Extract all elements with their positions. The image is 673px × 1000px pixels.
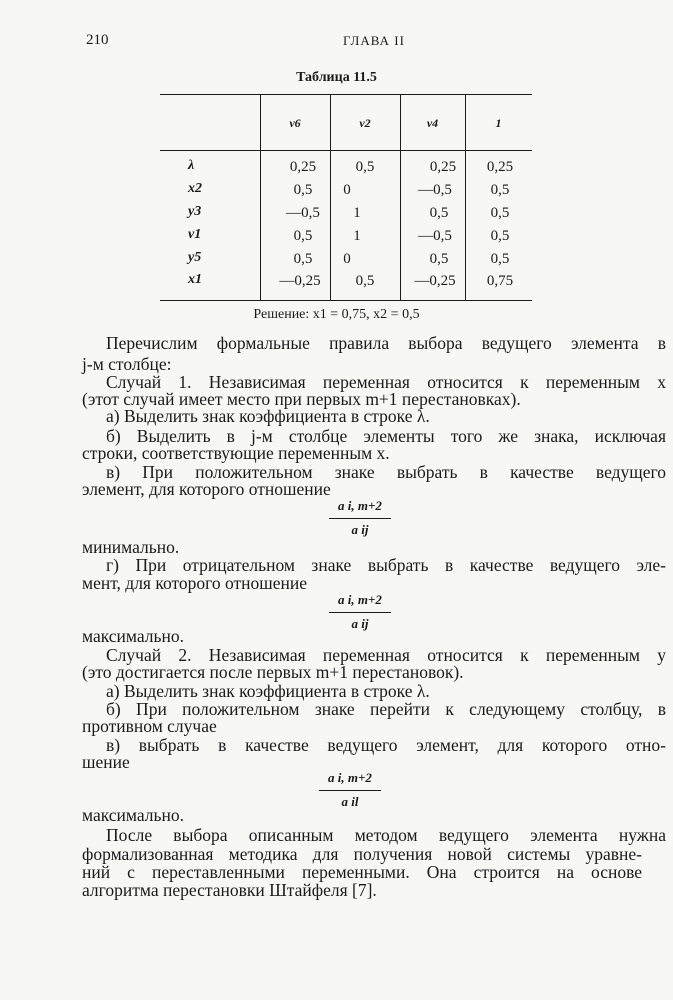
text-line: максимально.	[82, 626, 185, 646]
text-line: г) При отрицательном знаке выбрать в качестве ведущего эле-	[106, 555, 666, 575]
table-header-cell: 1	[495, 116, 502, 130]
table-cell: 0,75	[486, 273, 514, 289]
fraction-denominator: a ij	[351, 616, 369, 631]
table-row-label: ν1	[188, 227, 202, 242]
table-cell: 0	[343, 182, 351, 198]
text-line: (этот случай имеет место при первых m+1 перестановках).	[82, 389, 521, 409]
fraction-numerator: a i, m+2	[328, 770, 372, 785]
fraction-bar	[329, 518, 391, 519]
table-cell: —0,25	[279, 273, 321, 289]
text-line: в) выбрать в качестве ведущего элемент, для которого отно-	[106, 735, 666, 755]
table-cell: 0,5	[355, 273, 375, 289]
table-cell: 1	[353, 228, 361, 244]
text-line: (это достигается после первых m+1 перестановок).	[82, 662, 464, 682]
table-bottom-rule	[160, 300, 532, 301]
fraction-bar	[319, 790, 381, 791]
text-line: Случай 2. Независимая переменная относится к переменным y	[106, 645, 666, 665]
text-line: ний с переставленными переменными. Она строится на основе	[82, 862, 642, 882]
table-cell: 0,5	[429, 251, 449, 267]
text-line: формализованная методика для получения новой системы уравне-	[82, 844, 642, 864]
page-number: 210	[86, 32, 109, 48]
text-line: б) Выделить в j-м столбце элементы того же знака, исключая	[106, 426, 666, 446]
fraction	[270, 770, 430, 810]
text-line: в) При положительном знаке выбрать в качестве ведущего	[106, 462, 666, 482]
text-line: шение	[82, 752, 130, 772]
fraction	[280, 498, 440, 538]
text-line: Случай 1. Независимая переменная относится к переменным x	[106, 372, 666, 392]
table-header-cell: ν6	[289, 116, 301, 130]
table-cell: 0,5	[293, 251, 313, 267]
table-cell: —0,25	[414, 273, 456, 289]
table-cell: 0,5	[293, 182, 313, 198]
table-caption: Таблица 11.5	[296, 70, 377, 85]
table-cell: 0,25	[289, 159, 317, 175]
text-line: j-м столбце:	[82, 354, 172, 374]
table-cell: 0,5	[490, 182, 510, 198]
table-cell: —0,5	[418, 182, 452, 198]
table-cell: —0,5	[418, 228, 452, 244]
text-line: а) Выделить знак коэффициента в строке λ.	[106, 681, 430, 701]
table-cell: 0,5	[293, 228, 313, 244]
table-top-rule	[160, 94, 532, 95]
table-row-label: x1	[188, 272, 202, 287]
table-row-label: λ	[188, 158, 195, 173]
text-line: Перечислим формальные правила выбора ведущего элемента в	[106, 333, 666, 353]
table-header-cell: ν4	[426, 116, 439, 130]
table-cell: 1	[353, 205, 361, 221]
text-line: элемент, для которого отношение	[82, 479, 331, 499]
table-header-cell: ν2	[359, 116, 371, 130]
fraction-numerator: a i, m+2	[338, 498, 382, 513]
fraction-denominator: a ij	[351, 522, 369, 537]
fraction-bar	[329, 612, 391, 613]
text-line: мент, для которого отношение	[82, 573, 308, 593]
table-cell: 0,25	[429, 159, 457, 175]
text-line: максимально.	[82, 805, 185, 825]
table-cell: 0,5	[490, 205, 510, 221]
table-cell: 0,5	[490, 251, 510, 267]
table-row-label: y5	[188, 250, 202, 265]
table-cell: 0,5	[429, 205, 449, 221]
table-header-rule	[160, 150, 532, 151]
fraction-numerator: a i, m+2	[338, 592, 382, 607]
table-row-label: y3	[188, 204, 202, 219]
text-line: а) Выделить знак коэффициента в строке λ.	[106, 406, 430, 426]
table-solution: Решение: x1 = 0,75, x2 = 0,5	[253, 307, 420, 322]
table-cell: 0,5	[355, 159, 375, 175]
table-row-label: x2	[188, 181, 202, 196]
table-cell: 0	[343, 251, 351, 267]
text-line: минимально.	[82, 537, 180, 557]
running-header: ГЛАВА II	[343, 33, 405, 48]
text-line: алгоритма перестановки Штайфеля [7].	[82, 880, 377, 900]
table-cell: 0,5	[490, 228, 510, 244]
table-cell: —0,5	[286, 205, 320, 221]
text-line: противном случае	[82, 716, 217, 736]
table-cell: 0,25	[486, 159, 514, 175]
text-line: строки, соответствующие переменным x.	[82, 443, 390, 463]
text-line: б) При положительном знаке перейти к следующему столбцу, в	[106, 699, 666, 719]
text-line: После выбора описанным методом ведущего элемента нужна	[106, 825, 666, 845]
fraction-denominator: a il	[341, 794, 359, 809]
